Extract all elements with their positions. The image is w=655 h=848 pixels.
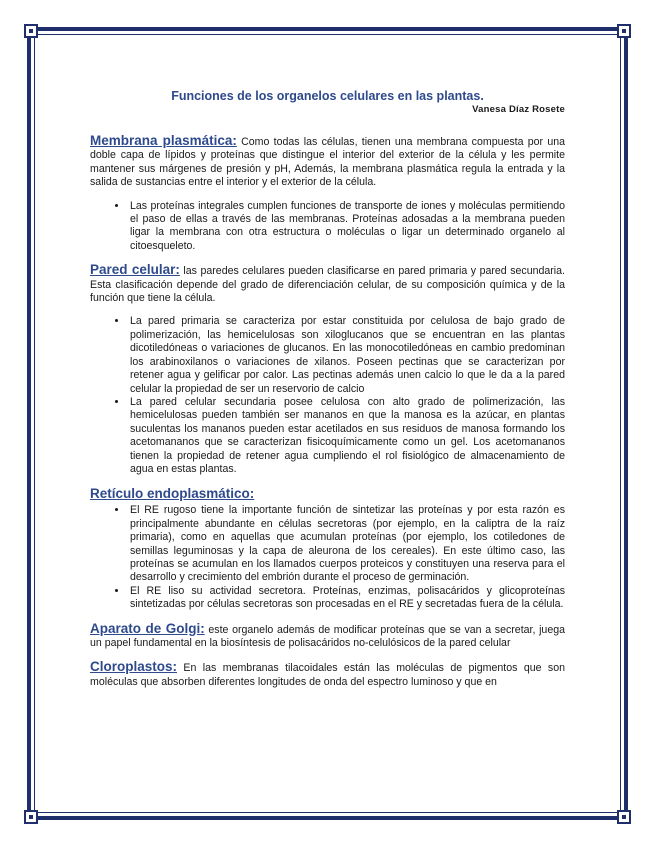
section-membrana-paragraph bbox=[90, 134, 565, 190]
section-pared-bullets bbox=[90, 315, 565, 476]
list-item: • Las proteínas integrales cumplen funciones de transporte de iones y moléculas permitiendo el paso de ellas a través de las membranas. Proteínas adosadas a la membrana pueden ligar la membrana con otra estructura o moléculas o ligar un determinado organelo al citoesqueleto. bbox=[128, 200, 565, 254]
section-golgi-heading: Aparato de Golgi: bbox=[90, 620, 205, 636]
section-reticulo-heading: Retículo endoplasmático: bbox=[90, 486, 255, 502]
section-cloroplastos-paragraph bbox=[90, 660, 565, 689]
section-membrana-text: Como todas las células, tienen una membrana compuesta por una doble capa de lípidos y proteínas que distingue el interior del exterior de la célula y les permite mantener sus márgenes de presión y pH, Además, la membrana plasmática regula la entrada y la salida de sustancias entre el interior y el exterior de la célula. bbox=[90, 136, 565, 189]
section-cloroplastos-text: En las membranas tilacoidales están las moléculas de pigmentos que son moléculas que absorben diferentes longitudes de onda del espectro luminoso y que en bbox=[90, 662, 565, 688]
document-title: Funciones de los organelos celulares en las plantas. bbox=[171, 89, 484, 103]
section-pared-heading: Pared celular: bbox=[90, 262, 180, 278]
section-golgi-paragraph bbox=[90, 622, 565, 651]
section-golgi-text: este organelo además de modificar proteínas que se van a secretar, juega un papel fundamental en la biosíntesis de polisacáridos no-celulósicos de la pared celular bbox=[90, 623, 565, 649]
section-pared-text: las paredes celulares pueden clasificarse en pared primaria y pared secundaria. Esta clasificación depende del grado de diferenciación celular, de su composición química y de la función que tiene la célula. bbox=[90, 265, 565, 305]
section-cloroplastos-heading: Cloroplastos: bbox=[90, 659, 178, 675]
list-item: • La pared primaria se caracteriza por estar constituida por celulosa de bajo grado de polimerización, las hemicelulosas son xiloglucanos que se encuentran en las plantas dicotiledóneas o variaciones de glucanos. En las monocotiledóneas en cambio predominan los arabinoxilanos o variaciones de xilanos. Poseen pectinas que se caracterizan por retener agua y gelificar por calor. Las pectinas además unen calcio lo que le da a la pared celular la propiedad de ser un reservorio de calcio bbox=[128, 315, 565, 395]
list-item: • El RE liso su actividad secretora. Proteínas, enzimas, polisacáridos y glicoproteínas sintetizadas por células secretoras son procesadas en el RE y secretadas fuera de la célula. bbox=[128, 585, 565, 612]
section-pared-paragraph bbox=[90, 263, 565, 305]
border-corner-ornament bbox=[617, 24, 631, 38]
section-reticulo-bullets bbox=[90, 504, 565, 611]
border-corner-ornament bbox=[24, 810, 38, 824]
list-item: • El RE rugoso tiene la importante función de sintetizar las proteínas y por esta razón es principalmente abundante en células secretoras (por ejemplo, en la caliptra de la raíz primaria), como en aquellas que acumulan proteínas (por ejemplo, los cotiledones de semillas leguminosas y la capa de aleurona de los cereales). En este último caso, las proteínas se acumulan en los llamados cuerpos proteicos y constituyen una reserva para el desarrollo y crecimiento del embrión durante el proceso de germinación. bbox=[128, 504, 565, 584]
section-membrana-bullets bbox=[90, 200, 565, 254]
list-item: • La pared celular secundaria posee celulosa con alto grado de polimerización, las hemicelulosas pueden también ser mananos en que la manosa es la azúcar, en plantas suculentas los mananos pueden estar acetilados en sus residuos de manosa formando los acetomananos que se caracterizan fisicoquímicamente como un gel. Los acetomananos tienen la propiedad de retener agua cumpliendo el rol fisiológico de almacenamiento de agua en estas plantas. bbox=[128, 396, 565, 476]
section-membrana-heading: Membrana plasmática: bbox=[90, 133, 237, 148]
border-corner-ornament bbox=[617, 810, 631, 824]
document-content bbox=[90, 88, 565, 699]
border-corner-ornament bbox=[24, 24, 38, 38]
document-author: Vanesa Díaz Rosete bbox=[472, 104, 565, 115]
